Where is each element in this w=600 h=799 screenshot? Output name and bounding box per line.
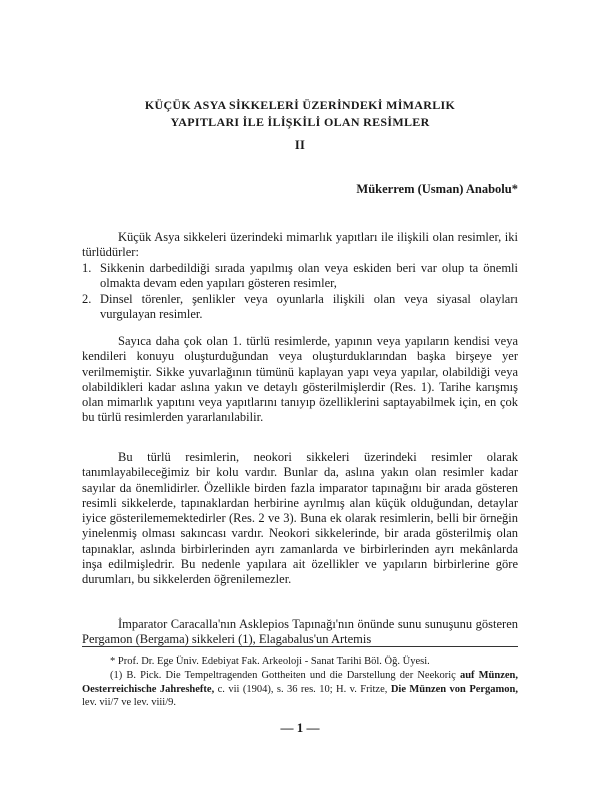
- title-part-number: II: [294, 138, 306, 152]
- type-list: [82, 261, 518, 322]
- list-item-number: 2.: [82, 291, 92, 306]
- list-item: [82, 292, 518, 323]
- title-line-1: KÜÇÜK ASYA SİKKELERİ ÜZERİNDEKİ MİMARLIK: [144, 98, 456, 112]
- footnote-1-bold-journal: auf Münzen, Oesterreichische Jahreshefte,: [82, 670, 519, 695]
- page-number: — 1 —: [280, 720, 320, 735]
- footnote-divider: [82, 646, 518, 647]
- footnote-1-citation: c. vii (1904), s. 36 res. 10; H. v. Fritze,: [217, 683, 388, 695]
- list-item-text: Sikkenin darbedildiği sırada yapılmış olan veya eskiden beri var olup ta önemli olmakta devam eden yapıları gösteren resimler,: [100, 261, 518, 291]
- list-item-number: 1.: [82, 261, 92, 275]
- footnote-1-text: (1) B. Pick. Die Tempeltragenden Gottheiten und die Darstellung der Neekoriç: [110, 670, 456, 681]
- footnote-author: * Prof. Dr. Ege Üniv. Edebiyat Fak. Arkeoloji - Sanat Tarihi Böl. Öğ. Üyesi.: [110, 656, 430, 667]
- footnote-1-bold-book: Die Münzen von Pergamon,: [390, 683, 519, 695]
- title-line-2: YAPITLARI İLE İLİŞKİLİ OLAN RESİMLER: [170, 115, 430, 129]
- list-item: [82, 261, 518, 292]
- author-name: Mükerrem (Usman) Anabolu*: [356, 182, 518, 196]
- intro-paragraph: Küçük Asya sikkeleri üzerindeki mimarlık yapıtları ile ilişkili olan resimler, iki türlüdürler:: [82, 230, 518, 260]
- list-item-text: Dinsel törenler, şenlikler veya oyunlarla ilişkili olan veya siyasal olayları vurgulayan resimler.: [100, 291, 518, 321]
- footnote-1-plates: lev. vii/7 ve lev. viii/9.: [82, 697, 176, 708]
- footnote-1: [82, 669, 518, 710]
- body-paragraph-2: Bu türlü resimlerin, neokori sikkeleri üzerindeki resimler olarak tanımlayabileceğimiz bir kolu vardır. Bunlar da, aslına yakın olan resimler kadar sayılar da önemlidirler. Özellikle birden fazla imparator tapınağını bir arada gösteren resimli sikkelerde, tapınaklardan herbirine ayrılmış alan küçük olduğundan, detaylar iyice gösterilememektedirler (Res. 2 ve 3). Buna ek olarak resimlerin, belli bir örneğin yinelenmiş olması sakıncası vardır. Neokori sikkelerinde, bir arada gösterilmiş olan tapınaklar, aslında birbirlerinden ayrı zamanlarda ve birbirlerinden ayrı mekânlarda inşa edilmişledrir. Bu nedenle yapılara ait özellikler ve yapıların birbirlerine göre durumları, bu sikkelerden öğrenilemezler.: [82, 450, 518, 587]
- body-paragraph-3: İmparator Caracalla'nın Asklepios Tapınağı'nın önünde sunu sunuşunu gösteren Pergamon (Bergama) sikkeleri (1), Elagabalus'un Artemis: [82, 617, 518, 647]
- body-paragraph-1: Sayıca daha çok olan 1. türlü resimlerde, yapının veya yapıların kendisi veya kendileri konuyu oluşturduğundan veya oluşturduklarından başka birşeye yer verilmemiştir. Sikke yuvarlağının tümünü kaplayan yapı veya yapılar, olabildiği veya olabildikleri kadar aslına yakın ve detaylı gösterilmişlerdir (Res. 1). Tarihe karışmış olan mimarlık yapıtını veya yapıtlarını tanıyıp özelliklerini saptayabilmek için, en çok bu türlü resimlerden yararlanılabilir.: [82, 334, 518, 425]
